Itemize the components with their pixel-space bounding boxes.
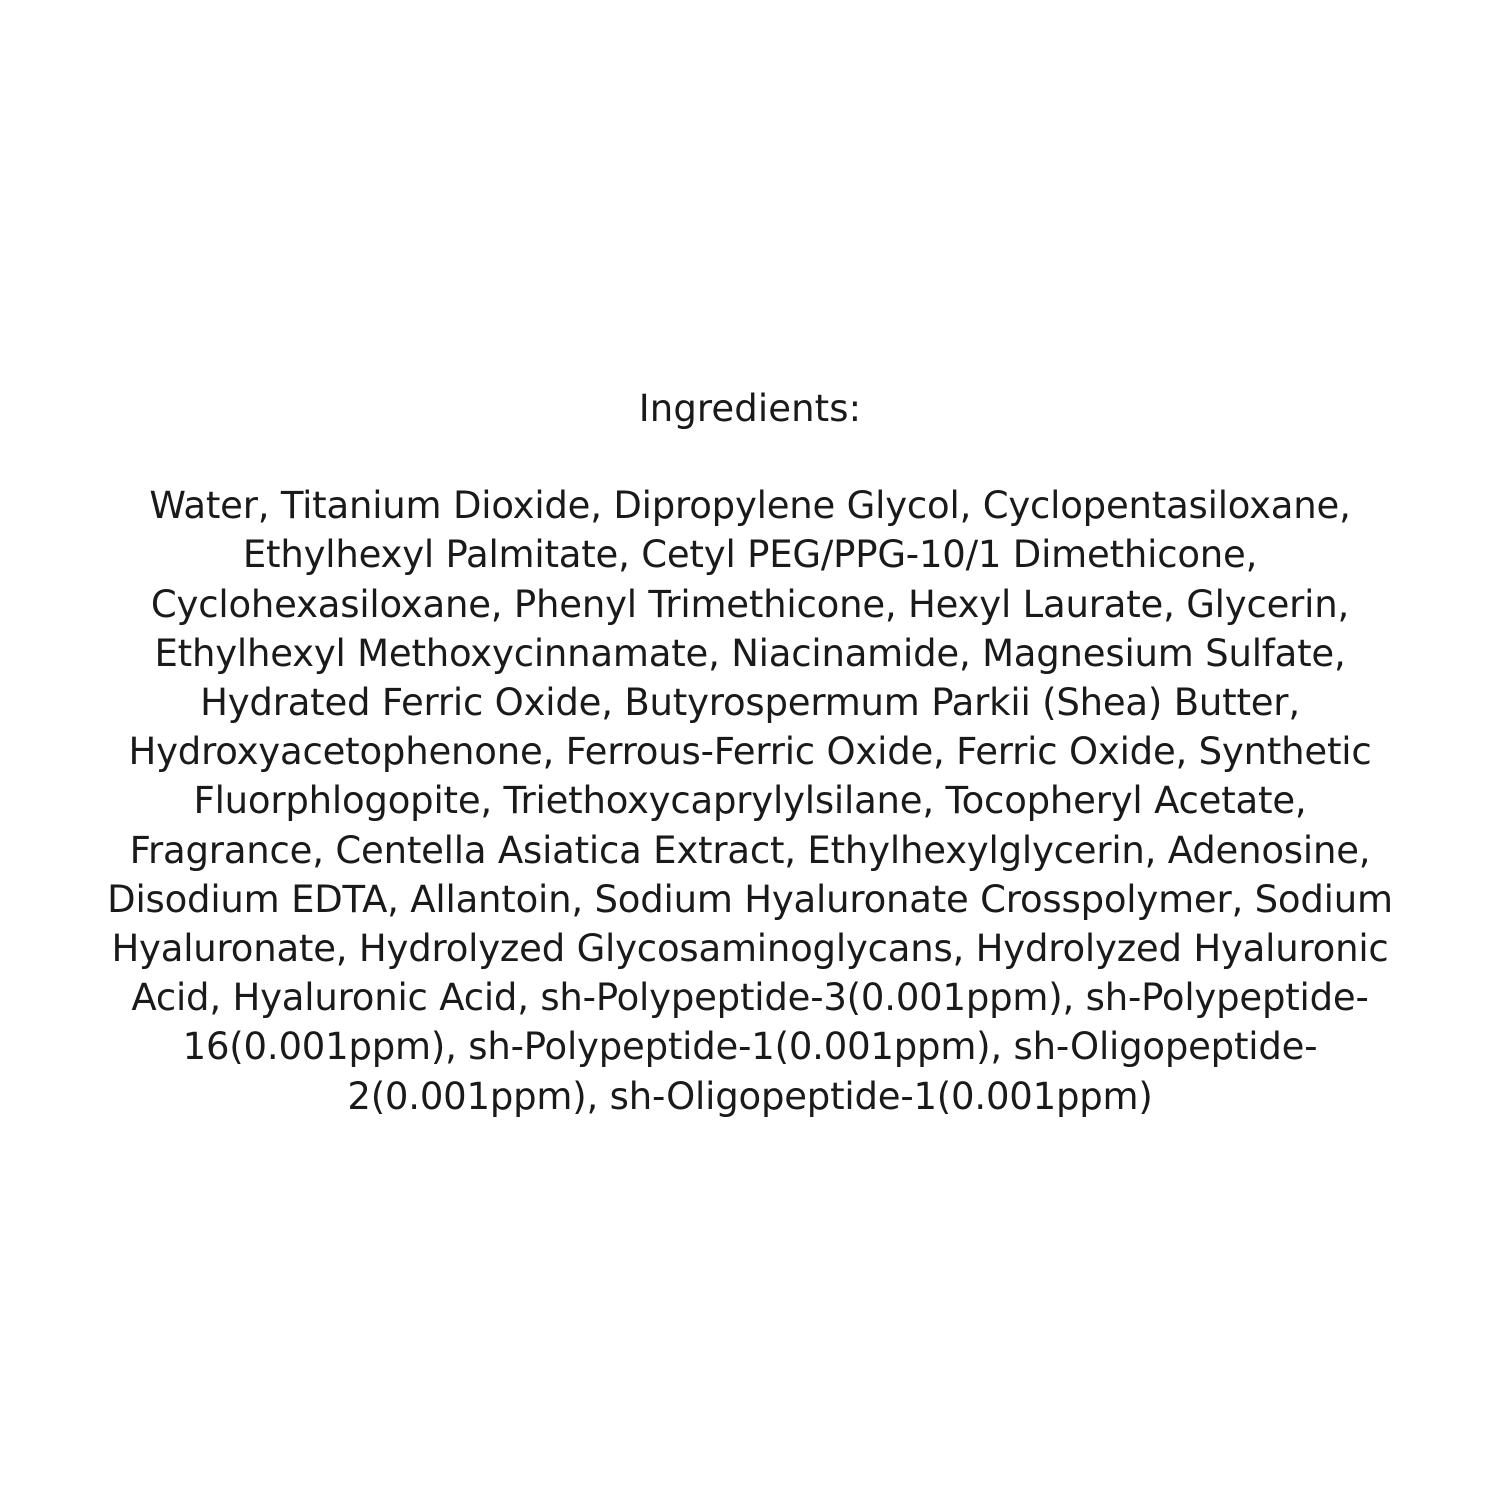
ingredients-text: Water, Titanium Dioxide, Dipropylene Glycol, Cyclopentasiloxane, Ethylhexyl Palmitate, Cetyl PEG/PPG-10/1 Dimethicone, Cyclohexasiloxane, Phenyl Trimethicone, Hexyl Laurate, Glycerin, Ethylhexyl Methoxycinnamate, Niacinamide, Magnesium Sulfate, Hydrated Ferric Oxide, Butyrospermum Parkii (Shea) Butter, Hydroxyacetophenone, Ferrous-Ferric Oxide, Ferric Oxide, Synthetic Fluorphlogopite, Triethoxycaprylylsilane, Tocopheryl Acetate, Fragrance, Centella Asiatica Extract, Ethylhexylglycerin, Adenosine, Disodium EDTA, Allantoin, Sodium Hyaluronate Crosspolymer, Sodium Hyaluronate, Hydrolyzed Glycosaminoglycans, Hydrolyzed Hyaluronic Acid, Hyaluronic Acid, sh-Polypeptide-3(0.001ppm), sh-Polypeptide-16(0.001ppm), sh-Polypeptide-1(0.001ppm), sh-Oligopeptide-2(0.001ppm), sh-Oligopeptide-1(0.001ppm) — [107, 484, 1393, 1118]
ingredients-block — [105, 385, 1395, 1121]
heading-body-spacer — [105, 433, 1395, 481]
ingredients-heading: Ingredients: — [638, 387, 862, 430]
